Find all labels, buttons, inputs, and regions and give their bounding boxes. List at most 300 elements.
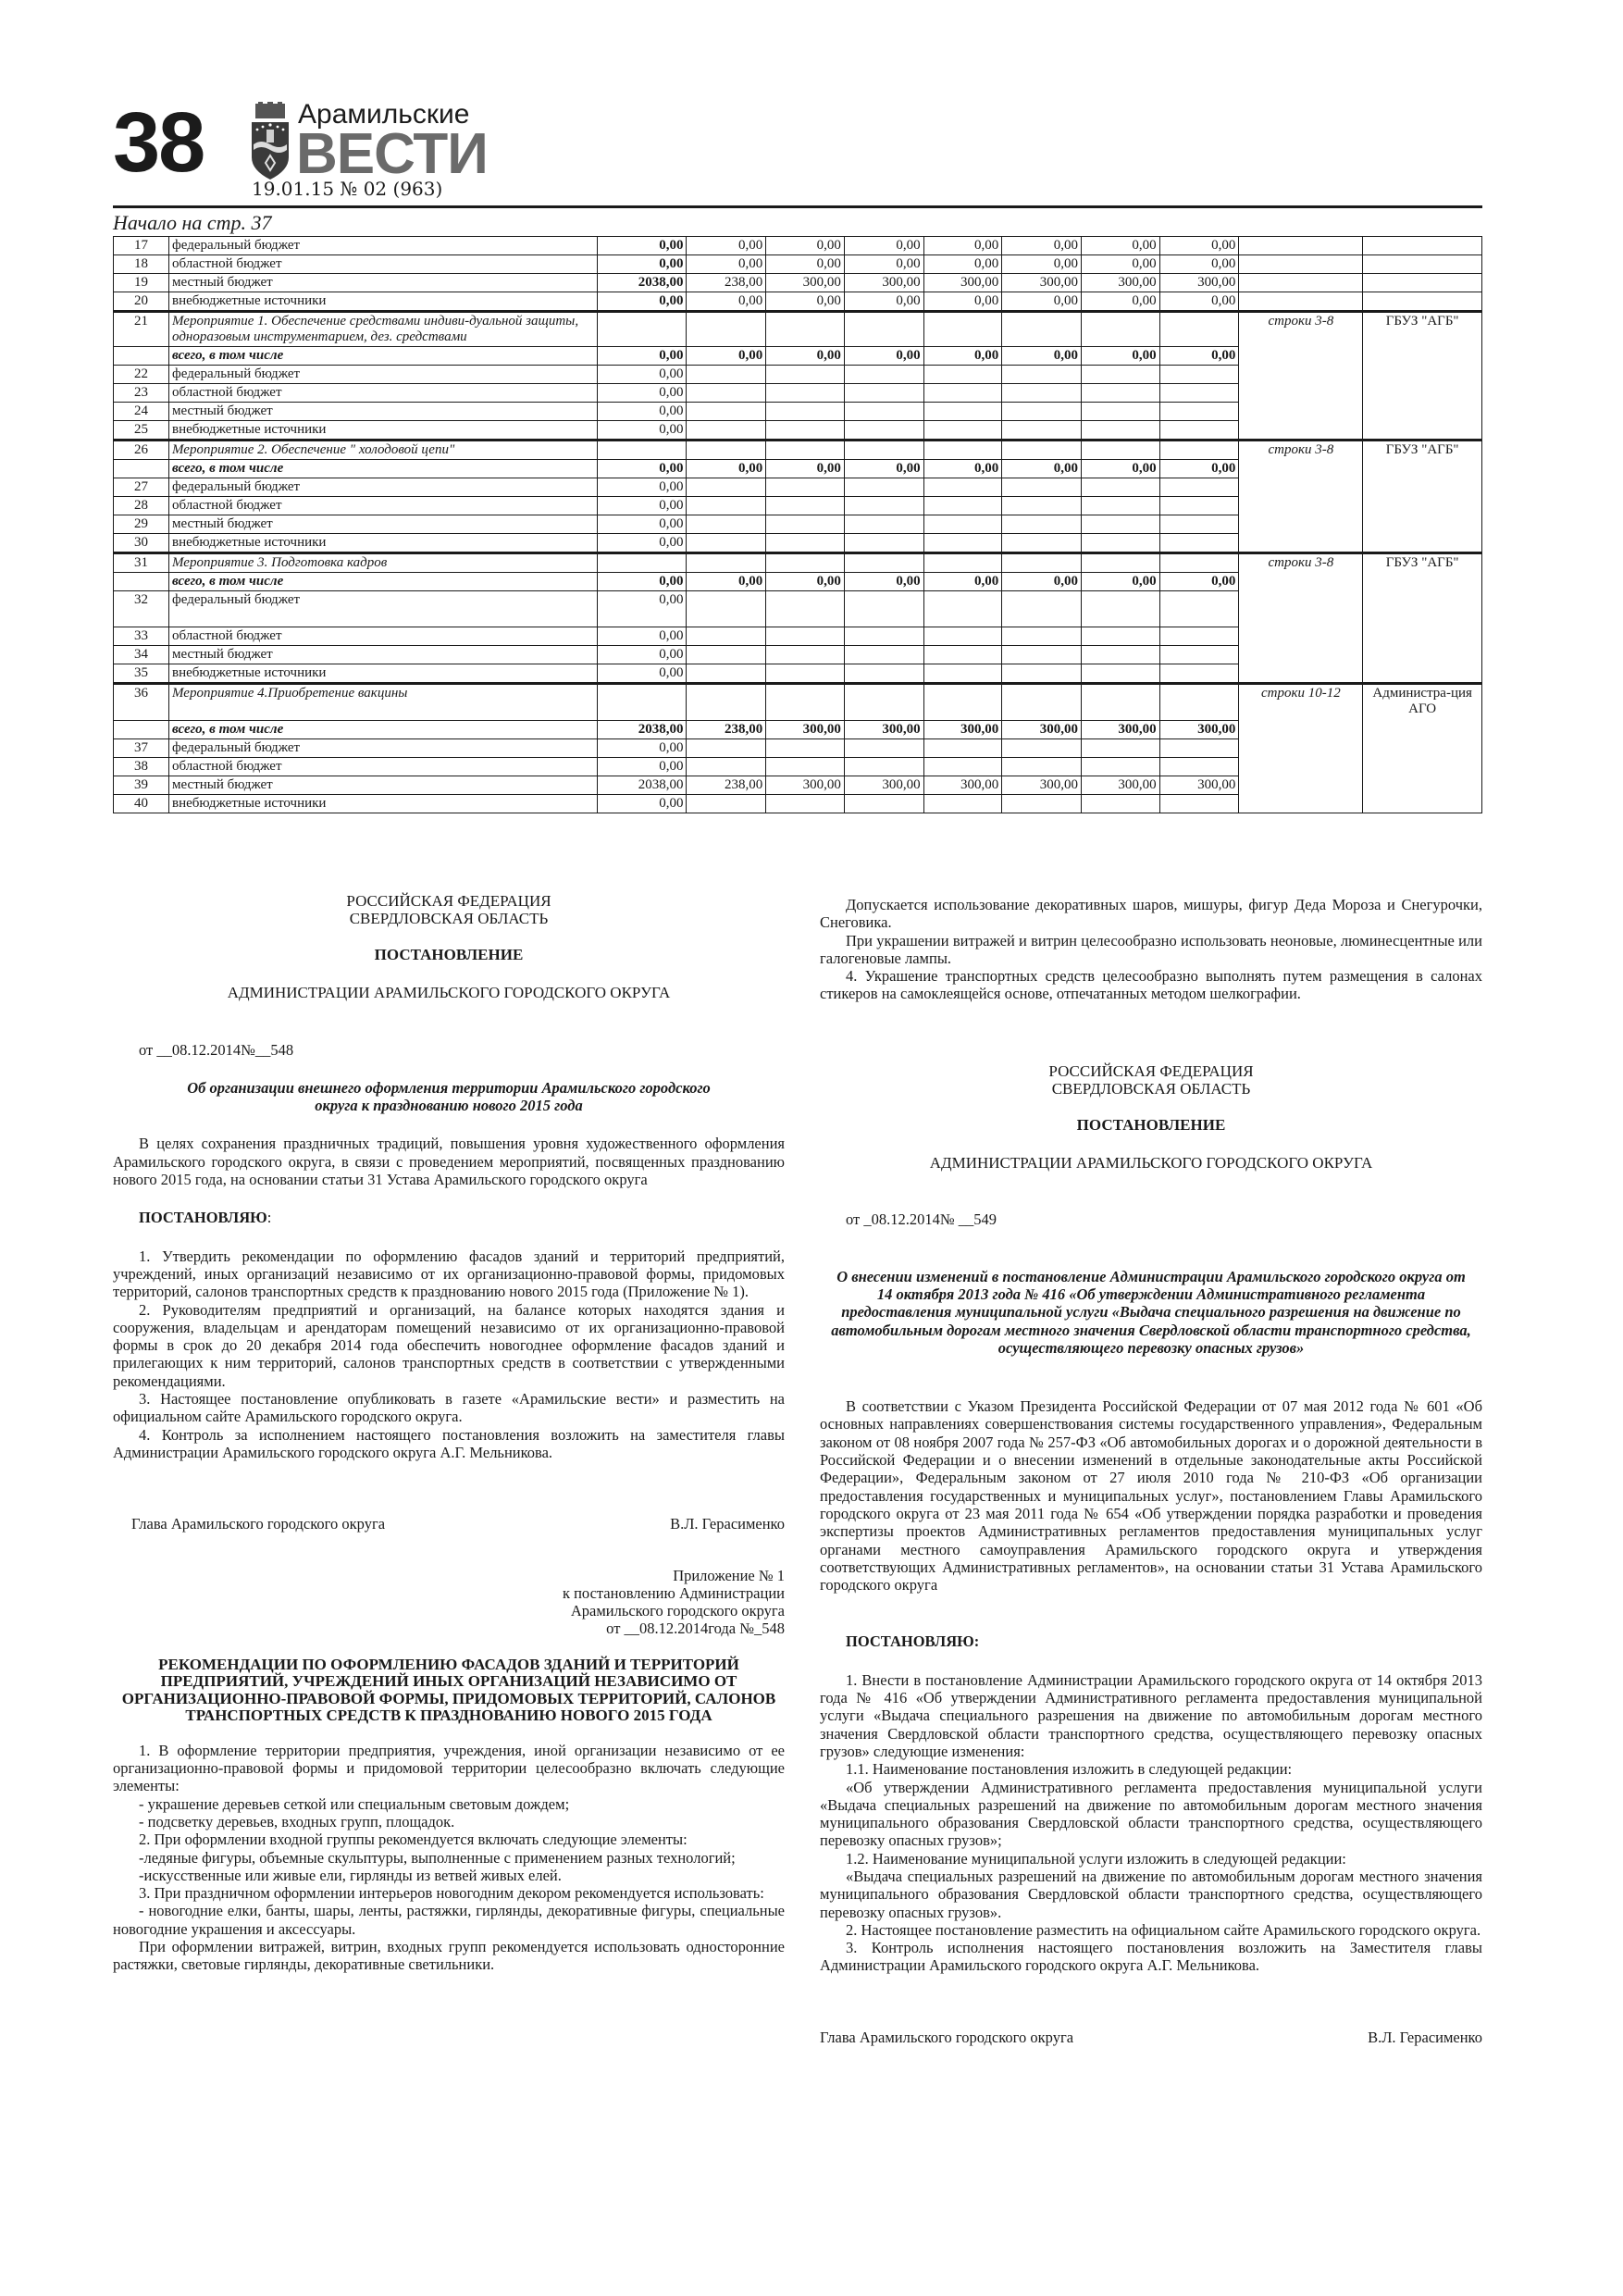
indicator-lines-cell: строки 3-8: [1239, 312, 1363, 441]
total-value-cell: 0,00: [598, 255, 687, 274]
total-value-cell: 0,00: [598, 403, 687, 421]
administration-heading-2: АДМИНИСТРАЦИИ АРАМИЛЬСКОГО ГОРОДСКОГО ОКРУГА: [929, 1154, 1373, 1173]
annex-line: Арамильского городского округа: [570, 1602, 785, 1620]
signature-name-2: В.Л. Герасименко: [1368, 2028, 1482, 2046]
year-value-cell: [844, 478, 923, 497]
decree-item: «Выдача специальных разрешений на движение по автомобильным дорогам местного значения муниципального образования Свердловской области транспортного средства, осуществляющего перевозку опасных грузов».: [820, 1867, 1482, 1921]
year-value-cell: [687, 403, 766, 421]
year-value-cell: [1159, 441, 1239, 460]
year-value-cell: [844, 553, 923, 573]
row-name-cell: местный бюджет: [169, 403, 598, 421]
year-value-cell: [1002, 795, 1082, 813]
total-value-cell: 2038,00: [598, 721, 687, 739]
row-number-cell: 29: [114, 515, 169, 534]
resolve-heading-2: ПОСТАНОВЛЯЮ:: [846, 1632, 980, 1651]
year-value-cell: 0,00: [766, 237, 845, 255]
total-value-cell: 0,00: [598, 515, 687, 534]
decree-item: 2. Настоящее постановление разместить на официальном сайте Арамильского городского округа.: [846, 1920, 1481, 1939]
year-value-cell: 0,00: [923, 573, 1002, 591]
row-name-cell: местный бюджет: [169, 515, 598, 534]
year-value-cell: [1081, 515, 1159, 534]
year-value-cell: 300,00: [923, 721, 1002, 739]
row-number-cell: 30: [114, 534, 169, 553]
row-name-cell: местный бюджет: [169, 646, 598, 664]
year-value-cell: [1081, 739, 1159, 758]
resolve-heading: [113, 1209, 785, 1226]
executor-cell: ГБУЗ "АГБ": [1363, 441, 1482, 553]
row-name-cell: всего, в том числе: [169, 721, 598, 739]
year-value-cell: [844, 646, 923, 664]
year-value-cell: 300,00: [844, 776, 923, 795]
indicator-lines-cell: [1239, 292, 1363, 312]
row-name-cell: областной бюджет: [169, 384, 598, 403]
year-value-cell: [766, 441, 845, 460]
year-value-cell: 0,00: [1081, 255, 1159, 274]
row-name-cell: всего, в том числе: [169, 347, 598, 366]
recommendation-item: 2. При оформлении входной группы рекомендуется включать следующие элементы:: [139, 1831, 688, 1849]
total-value-cell: 0,00: [598, 384, 687, 403]
year-value-cell: 0,00: [1159, 573, 1239, 591]
year-value-cell: [687, 664, 766, 684]
year-value-cell: [766, 515, 845, 534]
year-value-cell: 300,00: [1002, 776, 1082, 795]
year-value-cell: [844, 497, 923, 515]
year-value-cell: 300,00: [1159, 776, 1239, 795]
total-value-cell: 0,00: [598, 347, 687, 366]
year-value-cell: 0,00: [687, 347, 766, 366]
year-value-cell: [687, 421, 766, 441]
row-name-cell: федеральный бюджет: [169, 237, 598, 255]
decree-item: 1. Утвердить рекомендации по оформлению фасадов зданий и территорий предприятий, учреждений, иных организаций независимо от их организационно-правовой формы, придомовых территорий, салонов транспортных средств к празднованию нового 2015 года (Приложение № 1).: [113, 1247, 785, 1301]
total-value-cell: 0,00: [598, 497, 687, 515]
total-value-cell: 0,00: [598, 664, 687, 684]
year-value-cell: [1159, 534, 1239, 553]
year-value-cell: [844, 366, 923, 384]
year-value-cell: [1159, 403, 1239, 421]
year-value-cell: [923, 366, 1002, 384]
header-rule: [113, 205, 1482, 208]
row-name-cell: областной бюджет: [169, 627, 598, 646]
row-number-cell: 26: [114, 441, 169, 460]
year-value-cell: 300,00: [766, 721, 845, 739]
year-value-cell: [766, 664, 845, 684]
decree-date-number-2: от _08.12.2014№ __549: [846, 1210, 997, 1229]
row-number-cell: 20: [114, 292, 169, 312]
decree-item: 2. Руководителям предприятий и организаций, на балансе которых находятся здания и сооружения, владельцам и арендаторам помещений независимо от их организационно-правовой формы в срок до 20 декабря 2014 года обеспечить новогоднее оформление фасадов зданий и прилегающих к ним территорий, салонов транспортных средств в соответствии с утвержденными рекомендациями.: [113, 1300, 785, 1390]
total-value-cell: 2038,00: [598, 274, 687, 292]
row-name-cell: внебюджетные источники: [169, 534, 598, 553]
row-number-cell: 32: [114, 591, 169, 627]
decree-items-2: [820, 1671, 1482, 1975]
total-value-cell: 0,00: [598, 366, 687, 384]
year-value-cell: [923, 664, 1002, 684]
row-name-cell: Мероприятие 1. Обеспечение средствами индиви-дуальной защиты, одноразовым инструментарием, дез. средствами: [169, 312, 598, 347]
decree-item: 3. Настоящее постановление опубликовать в газете «Арамильские вести» и разместить на официальном сайте Арамильского городского округа.: [113, 1390, 785, 1426]
year-value-cell: 0,00: [844, 292, 923, 312]
year-value-cell: [844, 421, 923, 441]
row-number-cell: [114, 347, 169, 366]
year-value-cell: [923, 646, 1002, 664]
year-value-cell: 0,00: [844, 347, 923, 366]
decree-preamble-2: В соответствии с Указом Президента Российской Федерации от 07 мая 2012 года № 601 «Об основных направлениях совершенствования системы государственного управления», Федеральным законом от 08 ноября 2007 года № 257-ФЗ «Об автомобильных дорогах и о дорожной деятельности в Российской Федерации и о внесении изменений в отдельные законодательные акты Российской Федерации», Федеральным законом от 27 июля 2010 года № 210-ФЗ «Об организации предоставления государственных и муниципальных услуг», постановлением Главы Арамильского городского округа от 23 мая 2011 года № 654 «Об утверждении порядка разработки и проведения экспертизы проектов Административных регламентов предоставления муниципальных услуг органами местного самоуправления Арамильского городского округа и утверждения соответствующих Административных регламентов», на основании статьи 31 Устава Арамильского городского округа: [820, 1397, 1482, 1595]
executor-cell: ГБУЗ "АГБ": [1363, 312, 1482, 441]
year-value-cell: 0,00: [766, 573, 845, 591]
total-value-cell: 0,00: [598, 627, 687, 646]
year-value-cell: 0,00: [1002, 255, 1082, 274]
recommendation-item: 4. Украшение транспортных средств целесообразно выполнять путем размещения в салонах стикеров на самоклеящейся основе, отпечатанных методом шелкографии.: [820, 967, 1482, 1003]
year-value-cell: [1159, 795, 1239, 813]
year-value-cell: [766, 795, 845, 813]
total-value-cell: 0,00: [598, 591, 687, 627]
year-value-cell: [844, 739, 923, 758]
indicator-lines-cell: [1239, 274, 1363, 292]
newspaper-name-main: ВЕСТИ: [296, 122, 488, 186]
year-value-cell: [687, 591, 766, 627]
year-value-cell: [844, 758, 923, 776]
year-value-cell: [1002, 384, 1082, 403]
year-value-cell: 0,00: [1002, 347, 1082, 366]
recommendations-title: РЕКОМЕНДАЦИИ ПО ОФОРМЛЕНИЮ ФАСАДОВ ЗДАНИЙ И ТЕРРИТОРИЙ ПРЕДПРИЯТИЙ, УЧРЕЖДЕНИЙ ИНЫХ ОРГАНИЗАЦИЙ НЕЗАВИСИМО ОТ ОРГАНИЗАЦИОННО-ПРАВОВОЙ ФОРМЫ, ПРИДОМОВЫХ ТЕРРИТОРИЙ, САЛОНОВ ТРАНСПОРТНЫХ СРЕДСТВ К ПРАЗДНОВАНИЮ НОВОГО 2015 ГОДА: [121, 1655, 776, 1725]
year-value-cell: [844, 515, 923, 534]
year-value-cell: [1159, 515, 1239, 534]
year-value-cell: [766, 421, 845, 441]
country-header: РОССИЙСКАЯ ФЕДЕРАЦИЯ: [346, 892, 551, 910]
year-value-cell: [1159, 497, 1239, 515]
year-value-cell: 0,00: [844, 237, 923, 255]
year-value-cell: 0,00: [766, 460, 845, 478]
year-value-cell: [687, 384, 766, 403]
signature-block-2: [820, 2029, 1482, 2046]
total-value-cell: 0,00: [598, 292, 687, 312]
year-value-cell: [844, 664, 923, 684]
year-value-cell: 0,00: [1081, 347, 1159, 366]
year-value-cell: 300,00: [1002, 721, 1082, 739]
year-value-cell: 0,00: [1159, 347, 1239, 366]
year-value-cell: [1159, 421, 1239, 441]
year-value-cell: [1002, 664, 1082, 684]
resolve-word: ПОСТАНОВЛЯЮ: [139, 1209, 267, 1227]
row-number-cell: 18: [114, 255, 169, 274]
total-value-cell: 0,00: [598, 573, 687, 591]
financing-table: [113, 236, 1482, 813]
year-value-cell: [923, 739, 1002, 758]
city-coat-of-arms-icon: [250, 102, 291, 181]
decree-heading-2: ПОСТАНОВЛЕНИЕ: [1076, 1115, 1226, 1134]
total-value-cell: 0,00: [598, 646, 687, 664]
row-name-cell: Мероприятие 2. Обеспечение " холодовой цепи": [169, 441, 598, 460]
row-number-cell: 17: [114, 237, 169, 255]
left-column: [113, 892, 785, 1974]
year-value-cell: 0,00: [923, 237, 1002, 255]
total-value-cell: 0,00: [598, 478, 687, 497]
row-name-cell: всего, в том числе: [169, 460, 598, 478]
year-value-cell: [923, 795, 1002, 813]
year-value-cell: [1002, 553, 1082, 573]
year-value-cell: [766, 553, 845, 573]
table-row: [114, 312, 1482, 347]
row-number-cell: 28: [114, 497, 169, 515]
indicator-lines-cell: строки 3-8: [1239, 441, 1363, 553]
total-value-cell: 2038,00: [598, 776, 687, 795]
recommendation-item: 3. При праздничном оформлении интерьеров новогодним декором рекомендуется использовать:: [139, 1884, 764, 1903]
year-value-cell: [844, 627, 923, 646]
row-number-cell: 25: [114, 421, 169, 441]
year-value-cell: 0,00: [1002, 237, 1082, 255]
year-value-cell: 0,00: [1081, 237, 1159, 255]
row-name-cell: Мероприятие 4.Приобретение вакцины: [169, 684, 598, 721]
year-value-cell: [1002, 627, 1082, 646]
year-value-cell: [923, 591, 1002, 627]
year-value-cell: [687, 312, 766, 347]
year-value-cell: [1159, 664, 1239, 684]
row-name-cell: Мероприятие 3. Подготовка кадров: [169, 553, 598, 573]
row-number-cell: 38: [114, 758, 169, 776]
row-name-cell: местный бюджет: [169, 274, 598, 292]
decree-preamble: В целях сохранения праздничных традиций, повышения уровня художественного оформления Арамильского городского округа, в связи с проведением мероприятий, посвященных празднованию нового 2015 года, на основании статьи 31 Устава Арамильского городского округа: [113, 1135, 785, 1189]
year-value-cell: 300,00: [1159, 721, 1239, 739]
row-number-cell: 21: [114, 312, 169, 347]
annex-line: от __08.12.2014года №_548: [606, 1620, 785, 1638]
row-name-cell: областной бюджет: [169, 497, 598, 515]
recommendations-continued: [820, 896, 1482, 1003]
year-value-cell: [1081, 534, 1159, 553]
year-value-cell: [923, 497, 1002, 515]
total-value-cell: 0,00: [598, 237, 687, 255]
financing-table-body: [114, 237, 1482, 813]
year-value-cell: [1002, 441, 1082, 460]
recommendations-items: [113, 1742, 785, 1974]
year-value-cell: [1002, 591, 1082, 627]
year-value-cell: [923, 515, 1002, 534]
decree-item: 4. Контроль за исполнением настоящего постановления возложить на заместителя главы Администрации Арамильского городского округа А.Г. Мельникова.: [113, 1425, 785, 1461]
year-value-cell: [1081, 684, 1159, 721]
year-value-cell: [1159, 627, 1239, 646]
row-name-cell: внебюджетные источники: [169, 421, 598, 441]
row-number-cell: 27: [114, 478, 169, 497]
year-value-cell: [766, 384, 845, 403]
year-value-cell: [1159, 591, 1239, 627]
year-value-cell: [766, 366, 845, 384]
year-value-cell: [687, 627, 766, 646]
row-name-cell: внебюджетные источники: [169, 664, 598, 684]
year-value-cell: 0,00: [687, 460, 766, 478]
year-value-cell: 0,00: [1081, 292, 1159, 312]
year-value-cell: 0,00: [923, 255, 1002, 274]
recommendation-item: - новогодние елки, банты, шары, ленты, растяжки, гирлянды, декоративные фигуры, специальные новогодние украшения и аксессуары.: [113, 1902, 785, 1938]
executor-cell: [1363, 274, 1482, 292]
decree-date-number: от __08.12.2014№__548: [139, 1040, 294, 1059]
row-name-cell: всего, в том числе: [169, 573, 598, 591]
year-value-cell: [1159, 553, 1239, 573]
decree-item: 1. Внести в постановление Администрации Арамильского городского округа от 14 октября 2013 года № 416 «Об утверждении Административного регламента предоставления муниципальной услуги «Выдача специального разрешения на движение по автомобильным дорогам местного значения Свердловской области транспортного средства, осуществляющего перевозку опасных грузов» следующие изменения:: [820, 1670, 1482, 1760]
year-value-cell: [1159, 478, 1239, 497]
row-number-cell: 34: [114, 646, 169, 664]
executor-cell: [1363, 292, 1482, 312]
year-value-cell: [1002, 478, 1082, 497]
year-value-cell: 238,00: [687, 274, 766, 292]
executor-cell: [1363, 255, 1482, 274]
year-value-cell: [844, 684, 923, 721]
signature-name: В.Л. Герасименко: [670, 1515, 785, 1533]
executor-cell: ГБУЗ "АГБ": [1363, 553, 1482, 684]
row-name-cell: областной бюджет: [169, 255, 598, 274]
year-value-cell: [1159, 739, 1239, 758]
year-value-cell: [844, 312, 923, 347]
year-value-cell: [1159, 758, 1239, 776]
year-value-cell: 300,00: [766, 274, 845, 292]
year-value-cell: [1081, 478, 1159, 497]
year-value-cell: [766, 627, 845, 646]
year-value-cell: 0,00: [687, 237, 766, 255]
row-number-cell: [114, 460, 169, 478]
recommendation-item: -ледяные фигуры, объемные скульптуры, выполненные с применением разных технологий;: [139, 1848, 736, 1867]
year-value-cell: 0,00: [1081, 573, 1159, 591]
year-value-cell: [844, 384, 923, 403]
resolve-colon: :: [266, 1209, 272, 1227]
recommendation-item: - подсветку деревьев, входных групп, площадок.: [139, 1812, 455, 1831]
row-number-cell: 24: [114, 403, 169, 421]
year-value-cell: [1081, 497, 1159, 515]
executor-cell: [1363, 237, 1482, 255]
row-name-cell: федеральный бюджет: [169, 478, 598, 497]
year-value-cell: [1002, 366, 1082, 384]
year-value-cell: [1081, 591, 1159, 627]
year-value-cell: [923, 403, 1002, 421]
year-value-cell: [923, 758, 1002, 776]
year-value-cell: [766, 739, 845, 758]
year-value-cell: [766, 591, 845, 627]
year-value-cell: [1081, 366, 1159, 384]
row-number-cell: 35: [114, 664, 169, 684]
year-value-cell: 0,00: [923, 460, 1002, 478]
region-header: СВЕРДЛОВСКАЯ ОБЛАСТЬ: [349, 910, 549, 927]
year-value-cell: 300,00: [1002, 274, 1082, 292]
total-value-cell: [598, 441, 687, 460]
recommendation-item: Допускается использование декоративных шаров, мишуры, фигур Деда Мороза и Снегурочки, Снеговика.: [820, 896, 1482, 932]
row-number-cell: 23: [114, 384, 169, 403]
indicator-lines-cell: строки 10-12: [1239, 684, 1363, 813]
year-value-cell: [1081, 553, 1159, 573]
year-value-cell: [1159, 646, 1239, 664]
year-value-cell: [923, 312, 1002, 347]
year-value-cell: [766, 534, 845, 553]
administration-heading: АДМИНИСТРАЦИИ АРАМИЛЬСКОГО ГОРОДСКОГО ОКРУГА: [227, 984, 671, 1002]
table-row: [114, 274, 1482, 292]
year-value-cell: [687, 497, 766, 515]
total-value-cell: [598, 553, 687, 573]
year-value-cell: [766, 758, 845, 776]
year-value-cell: 0,00: [687, 573, 766, 591]
continued-from-note: Начало на стр. 37: [113, 211, 272, 234]
page-number: 38: [113, 95, 204, 190]
year-value-cell: 0,00: [766, 347, 845, 366]
row-name-cell: местный бюджет: [169, 776, 598, 795]
row-number-cell: 31: [114, 553, 169, 573]
year-value-cell: [1002, 497, 1082, 515]
year-value-cell: [1002, 421, 1082, 441]
row-number-cell: 40: [114, 795, 169, 813]
year-value-cell: 0,00: [1002, 460, 1082, 478]
region-header-2: СВЕРДЛОВСКАЯ ОБЛАСТЬ: [1051, 1079, 1251, 1098]
row-number-cell: [114, 721, 169, 739]
decree-heading: ПОСТАНОВЛЕНИЕ: [374, 946, 524, 963]
recommendation-item: При украшении витражей и витрин целесообразно использовать неоновые, люминесцентные или галогеновые лампы.: [820, 931, 1482, 967]
row-number-cell: 22: [114, 366, 169, 384]
year-value-cell: [687, 739, 766, 758]
year-value-cell: [687, 795, 766, 813]
total-value-cell: 0,00: [598, 534, 687, 553]
year-value-cell: [923, 553, 1002, 573]
year-value-cell: [687, 515, 766, 534]
year-value-cell: [923, 534, 1002, 553]
recommendation-item: -искусственные или живые ели, гирлянды из ветвей живых елей.: [139, 1866, 562, 1884]
decree-item: 1.1. Наименование постановления изложить в следующей редакции:: [846, 1760, 1293, 1779]
year-value-cell: [1002, 515, 1082, 534]
year-value-cell: 0,00: [1081, 460, 1159, 478]
year-value-cell: [687, 758, 766, 776]
year-value-cell: [1159, 684, 1239, 721]
year-value-cell: [1081, 384, 1159, 403]
year-value-cell: [1159, 366, 1239, 384]
year-value-cell: [687, 441, 766, 460]
year-value-cell: 0,00: [844, 255, 923, 274]
signature-title: Глава Арамильского городского округа: [131, 1515, 386, 1533]
year-value-cell: [766, 684, 845, 721]
total-value-cell: 0,00: [598, 421, 687, 441]
year-value-cell: 300,00: [766, 776, 845, 795]
table-row: [114, 441, 1482, 460]
year-value-cell: [1081, 646, 1159, 664]
year-value-cell: [1002, 684, 1082, 721]
year-value-cell: 0,00: [1159, 255, 1239, 274]
country-header-2: РОССИЙСКАЯ ФЕДЕРАЦИЯ: [1048, 1061, 1254, 1080]
year-value-cell: 0,00: [766, 255, 845, 274]
issue-date-number: 19.01.15 № 02 (963): [252, 178, 443, 200]
year-value-cell: [844, 591, 923, 627]
decree-title: Об организации внешнего оформления территории Арамильского городского округа к празднованию нового 2015 года: [187, 1078, 711, 1115]
decree-item: «Об утверждении Административного регламента предоставления муниципальной услуги «Выдача специальных разрешений на движение по автомобильным дорогам местного значения муниципального образования Свердловской области транспортного средства, осуществляющего перевозку опасных грузов»;: [820, 1778, 1482, 1850]
indicator-lines-cell: [1239, 255, 1363, 274]
row-name-cell: внебюджетные источники: [169, 292, 598, 312]
table-row: [114, 255, 1482, 274]
table-row: [114, 553, 1482, 573]
year-value-cell: [923, 627, 1002, 646]
annex-reference: [113, 1567, 785, 1638]
right-column: [820, 896, 1482, 2046]
total-value-cell: [598, 684, 687, 721]
year-value-cell: [766, 646, 845, 664]
year-value-cell: [687, 366, 766, 384]
signature-block: [113, 1515, 785, 1533]
year-value-cell: 300,00: [923, 776, 1002, 795]
year-value-cell: [844, 403, 923, 421]
year-value-cell: [1081, 403, 1159, 421]
row-number-cell: 39: [114, 776, 169, 795]
table-row: [114, 292, 1482, 312]
executor-cell: Администра-ция АГО: [1363, 684, 1482, 813]
year-value-cell: [1002, 534, 1082, 553]
year-value-cell: [1002, 312, 1082, 347]
year-value-cell: [844, 534, 923, 553]
year-value-cell: [1081, 664, 1159, 684]
year-value-cell: [1081, 795, 1159, 813]
row-number-cell: 36: [114, 684, 169, 721]
total-value-cell: 0,00: [598, 460, 687, 478]
year-value-cell: 0,00: [923, 347, 1002, 366]
year-value-cell: 0,00: [923, 292, 1002, 312]
decree-title-2: О внесении изменений в постановление Администрации Арамильского городского округа от 14 октября 2013 года № 416 «Об утверждении Административного регламента предоставления муниципальной услуги «Выдача специального разрешения на движение по автомобильным дорогам местного значения Свердловской области транспортного средства, осуществляющего перевозку опасных грузов»: [831, 1267, 1471, 1357]
year-value-cell: 238,00: [687, 721, 766, 739]
